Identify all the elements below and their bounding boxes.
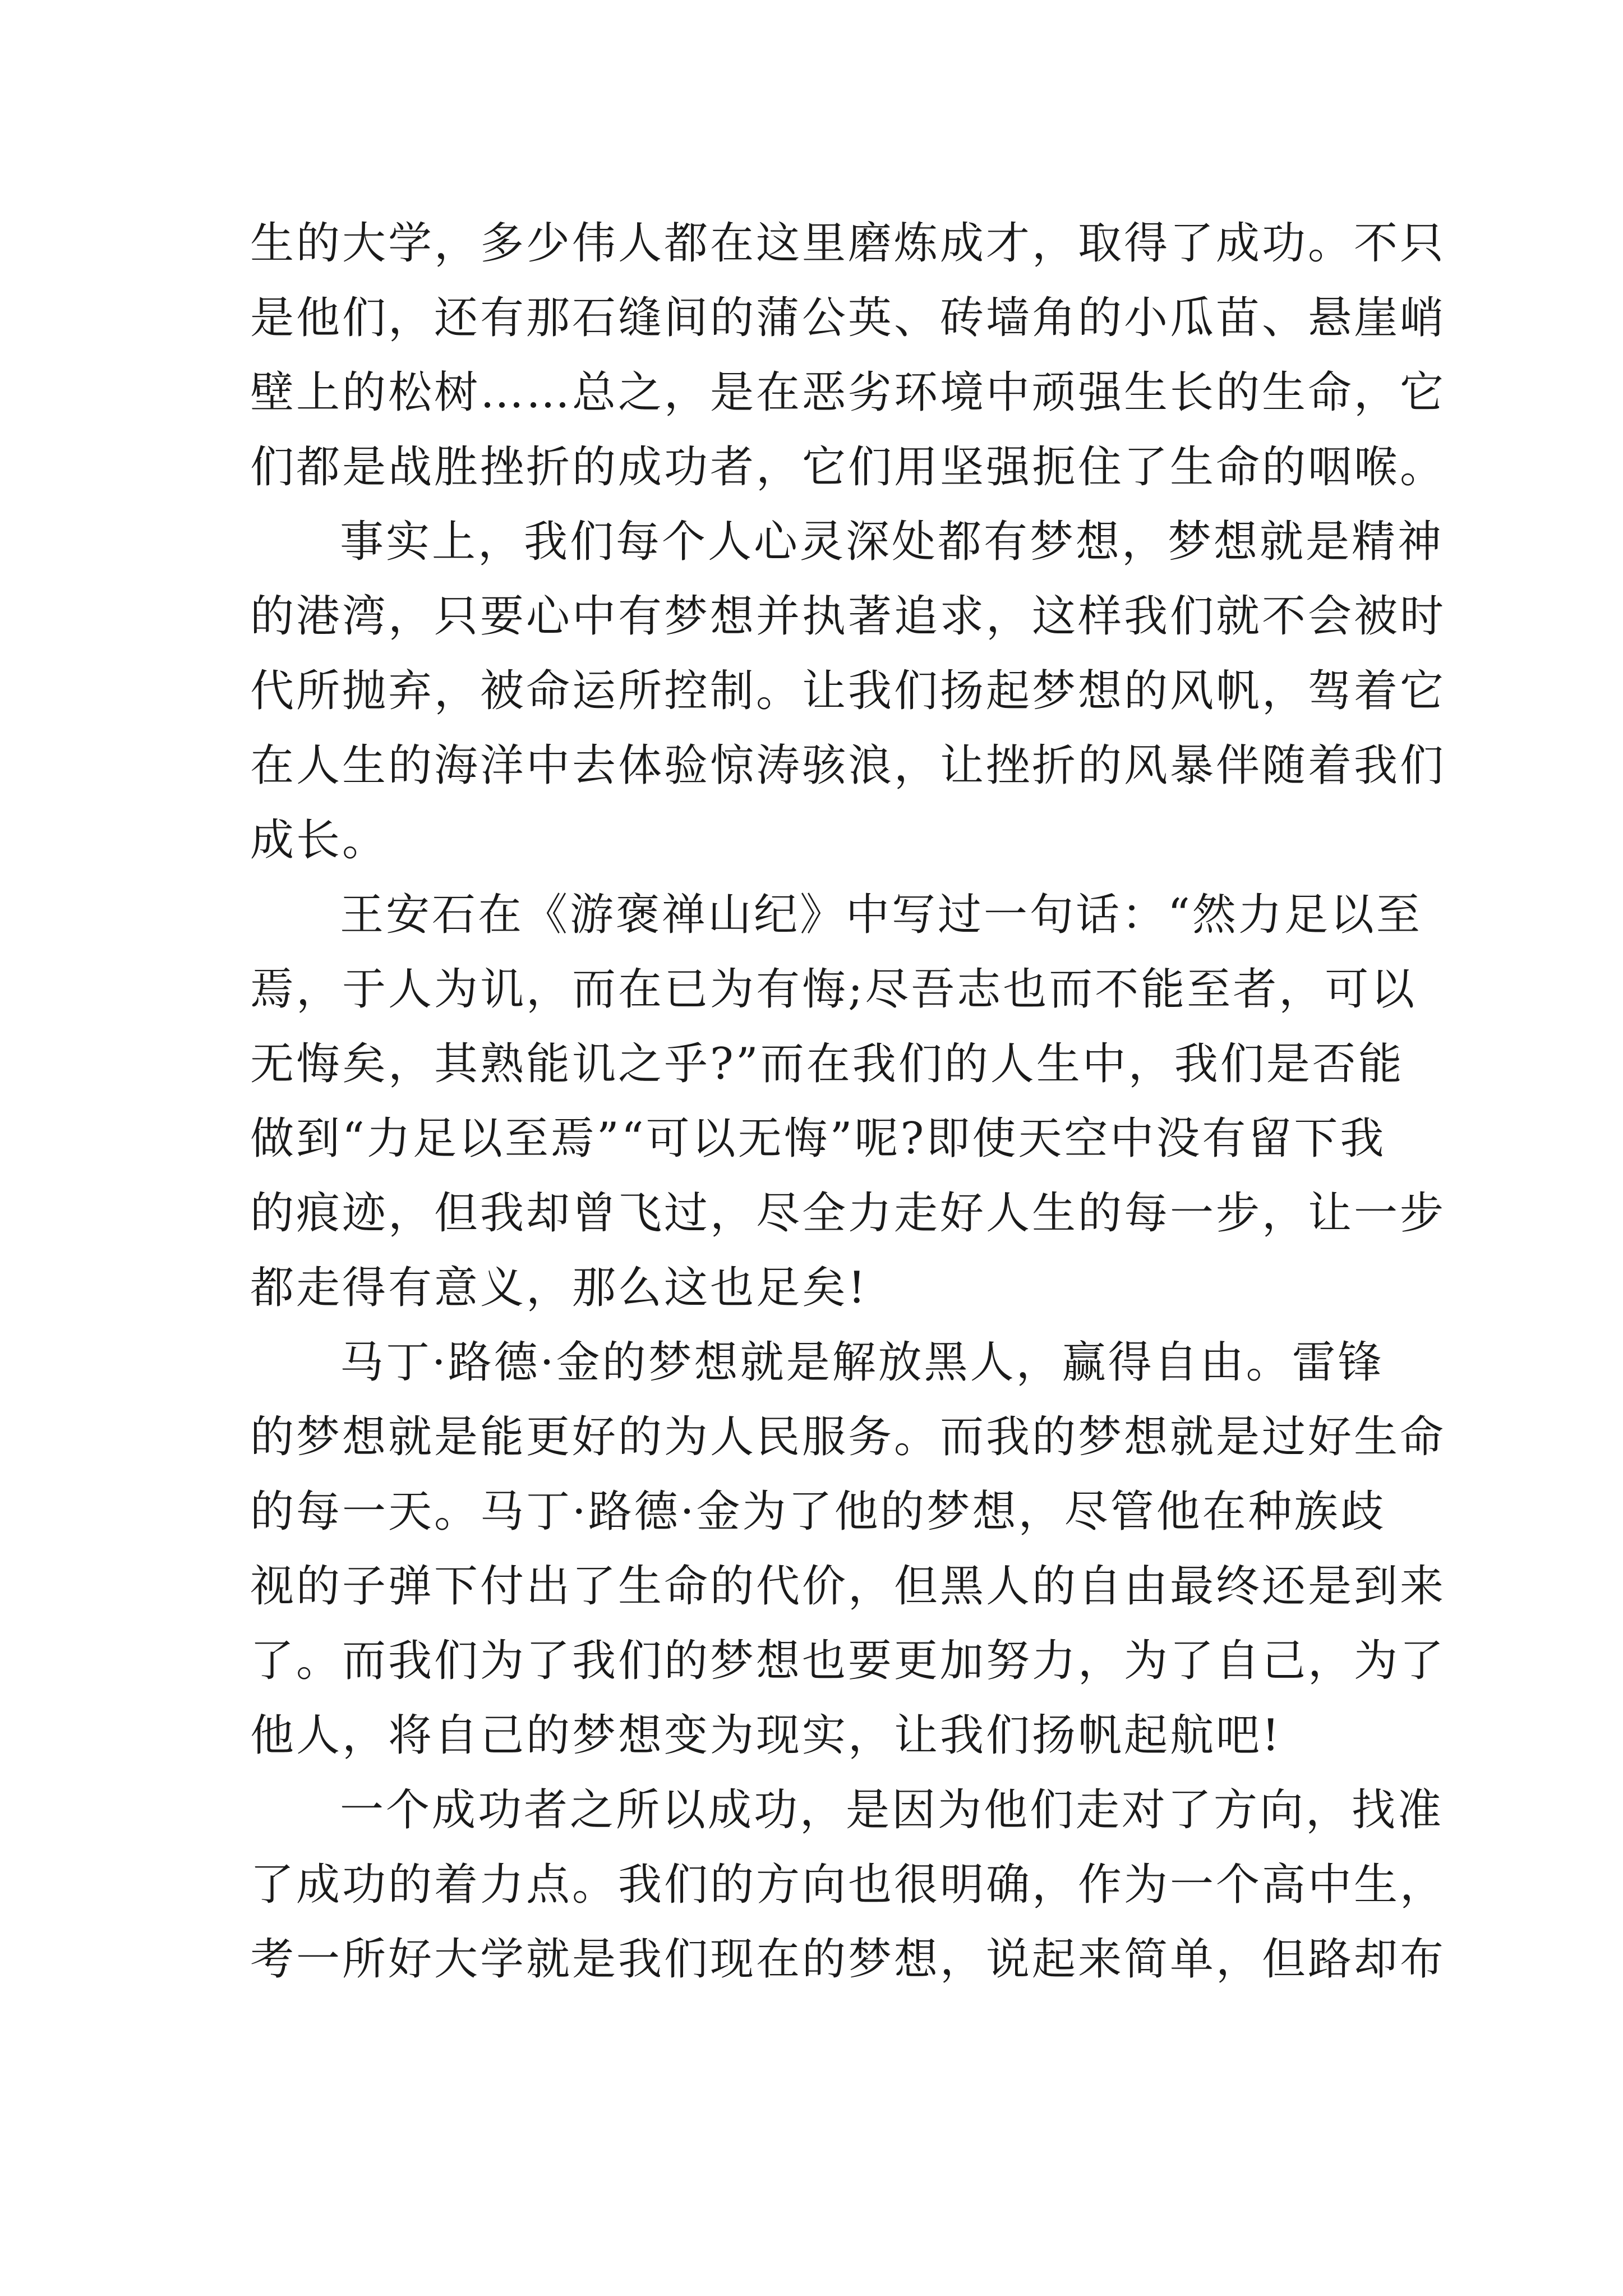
text-line: 无悔矣，其熟能讥之乎?”而在我们的人生中，我们是否能 [250, 1039, 1404, 1089]
text-line: 做到“力足以至焉”“可以无悔”呢?即使天空中没有留下我 [250, 1114, 1386, 1164]
paragraph-first-line: 事实上，我们每个人心灵深处都有梦想，梦想就是精神 [340, 517, 1444, 567]
text-line: 了。而我们为了我们的梦想也要更加努力，为了自己，为了 [250, 1636, 1446, 1686]
paragraph-last-line: 都走得有意义，那么这也足矣! [250, 1263, 868, 1313]
paragraph-last-line: 成长。 [250, 815, 389, 866]
text-line: 是他们，还有那石缝间的蒲公英、砖墙角的小瓜苗、悬崖峭 [250, 293, 1446, 343]
text-line: 生的大学，多少伟人都在这里磨炼成才，取得了成功。不只 [250, 218, 1446, 269]
text-line: 代所抛弃，被命运所控制。让我们扬起梦想的风帆，驾着它 [250, 666, 1446, 716]
text-line: 的每一天。马丁·路德·金为了他的梦想，尽管他在种族歧 [250, 1487, 1386, 1537]
paragraph-first-line: 马丁·路德·金的梦想就是解放黑人，赢得自由。雷锋 [340, 1337, 1384, 1388]
paragraph-last-line: 他人，将自己的梦想变为现实，让我们扬帆起航吧! [250, 1710, 1282, 1761]
text-line: 的梦想就是能更好的为人民服务。而我的梦想就是过好生命 [250, 1412, 1446, 1462]
body-text [250, 206, 1446, 1997]
paragraph-first-line: 一个成功者之所以成功，是因为他们走对了方向，找准 [340, 1785, 1444, 1835]
text-line: 在人生的海洋中去体验惊涛骇浪，让挫折的风暴伴随着我们 [250, 740, 1446, 791]
text-line: 的港湾，只要心中有梦想并执著追求，这样我们就不会被时 [250, 591, 1446, 642]
text-line: 了成功的着力点。我们的方向也很明确，作为一个高中生， [250, 1860, 1446, 1910]
text-line: 焉，于人为讥，而在已为有悔;尽吾志也而不能至者，可以 [250, 964, 1417, 1015]
text-line: 们都是战胜挫折的成功者，它们用坚强扼住了生命的咽喉。 [250, 442, 1446, 493]
text-line: 的痕迹，但我却曾飞过，尽全力走好人生的每一步，让一步 [250, 1188, 1446, 1239]
text-line: 视的子弹下付出了生命的代价，但黑人的自由最终还是到来 [250, 1561, 1446, 1612]
paragraph-first-line: 王安石在《游褒禅山纪》中写过一句话：“然力足以至 [340, 890, 1422, 940]
text-line: 壁上的松树……总之，是在恶劣环境中顽强生长的生命，它 [250, 367, 1446, 418]
text-line: 考一所好大学就是我们现在的梦想，说起来简单，但路却布 [250, 1934, 1446, 1985]
